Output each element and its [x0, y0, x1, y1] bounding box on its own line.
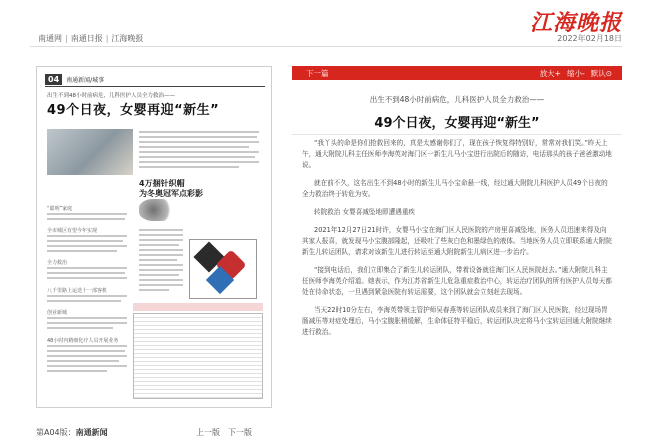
header-divider	[30, 46, 622, 47]
paper-side-note: 全力救治	[47, 260, 68, 266]
paper-article-columns	[47, 119, 263, 399]
paper-article-subtitle: 出生不到48小时前病危，儿科医护人员全力救治——	[47, 93, 176, 99]
issue-date: 2022年02月18日	[557, 34, 622, 43]
edition-label: 第A04版：	[36, 428, 76, 437]
paper-side-note: 48小时内精细化疗人员开展业务	[47, 338, 119, 344]
paper-data-table[interactable]	[133, 313, 263, 399]
text-size-tools	[540, 68, 612, 79]
paper-article-title[interactable]: 49个日夜，女婴再迎“新生”	[47, 103, 220, 118]
top-nav	[38, 33, 143, 44]
article-paragraph: “我丫头的命是你们抢救回来的，真是太感谢你们了，现在孩子恢复得特别好，常常对我们笑。”昨天上午，通大附院儿科主任医师李海英对海门区一新生儿马小宝进行出院后的随访，电话那头的孩子爸爸激动地说。	[302, 139, 612, 169]
page-navigation	[196, 427, 252, 438]
edition-name[interactable]: 南通新闻	[75, 428, 108, 437]
paper-page-number: 04	[45, 74, 62, 85]
article-paragraph: “接到电话后，我们立即集合了新生儿转运团队，带着设备就往海门区人民医院赶去。”通大附院儿科主任医师李海英介绍道。她表示，作为江苏省新生儿危急重症救治中心，转运治疗团队的所有医护人员每天都处在待命状态，一旦遇到紧急医院有转运需要，这个团队就会立刻赶去现场。	[302, 266, 612, 296]
site-header	[0, 0, 650, 48]
paper-headline-secondary[interactable]	[139, 179, 203, 199]
paper-side-note: “聪明”家庭	[47, 206, 73, 212]
zoom-in-button[interactable]: 放大+	[539, 69, 561, 78]
paper-photo[interactable]	[47, 129, 133, 175]
paper-infographic[interactable]	[189, 239, 257, 299]
nav-separator: |	[65, 34, 68, 43]
article-content	[292, 80, 622, 444]
article-kicker: 出生不到48小时前病危，儿科医护人员全力救治——	[369, 95, 545, 104]
article-toolbar	[292, 66, 622, 80]
paper-side-note: 全市城区有望今年实现	[47, 228, 98, 234]
article-subheading: 转院救治 女婴喜减坠地即遭遇重疾	[314, 208, 416, 216]
article-title: 49个日夜，女婴再迎“新生”	[374, 116, 540, 131]
paper-section-name: 南通新闻/城事	[66, 77, 105, 84]
paper-page-header	[45, 73, 265, 87]
next-page-link[interactable]: 下一版	[228, 428, 252, 437]
article-body	[302, 138, 612, 345]
prev-page-link[interactable]: 上一版	[196, 428, 220, 437]
paper-side-note: 八千里路上运送十一部客机	[47, 288, 108, 294]
article-paragraph: 就在前不久，这名出生不到48小时的新生儿马小宝命悬一线，经过通大附院儿科医护人员49个日夜的全力救治终于转危为安。	[302, 179, 608, 198]
nav-link-nantong-daily[interactable]: 南通日报	[70, 34, 103, 43]
nav-separator: |	[105, 34, 109, 43]
paper-side-note: 创业新城	[47, 310, 68, 316]
title-divider	[292, 134, 622, 135]
ink-illustration	[139, 199, 175, 221]
nav-link-jianghai-evening[interactable]: 江海晚报	[111, 34, 144, 43]
default-size-button[interactable]: 默认⊙	[590, 69, 612, 78]
edition-footer	[36, 427, 108, 438]
zoom-out-button[interactable]: 缩小-	[566, 69, 585, 78]
newspaper-page-thumbnail[interactable]	[36, 66, 272, 408]
nav-link-nantong-net[interactable]: 南通网	[38, 34, 62, 43]
paper-headline-secondary-text: 4万捆针织帽 为冬奥冠军点彩影	[139, 179, 203, 198]
next-article-link[interactable]: 下一篇	[306, 69, 329, 78]
site-logo[interactable]: 江海晚报	[529, 10, 622, 36]
paper-table-title	[133, 303, 263, 311]
article-paragraph: 2021年12月27日21时许，女婴马小宝在海门区人民医院的产房里喜减坠地，医务人员迅速来得及向其家人报喜，就发现马小宝腹部隆起，还吸吐了些灰白色和墨绿色的液体。当地医务人员立即联系通大附院新生儿转运团队，请求对该新生儿进行转运至通大附院新生儿病区进一步治疗。	[302, 226, 612, 256]
article-paragraph: 当天22时10分左右，李海英带领主管护师吴春燕等转运团队成员来到了海门区人民医院，经过现场胃肠减压等对症处理后，马小宝腹胀稍缓解，生命体征特平稳后，转运团队决定将马小宝转运回通大附院继续进行救治。	[302, 306, 612, 336]
